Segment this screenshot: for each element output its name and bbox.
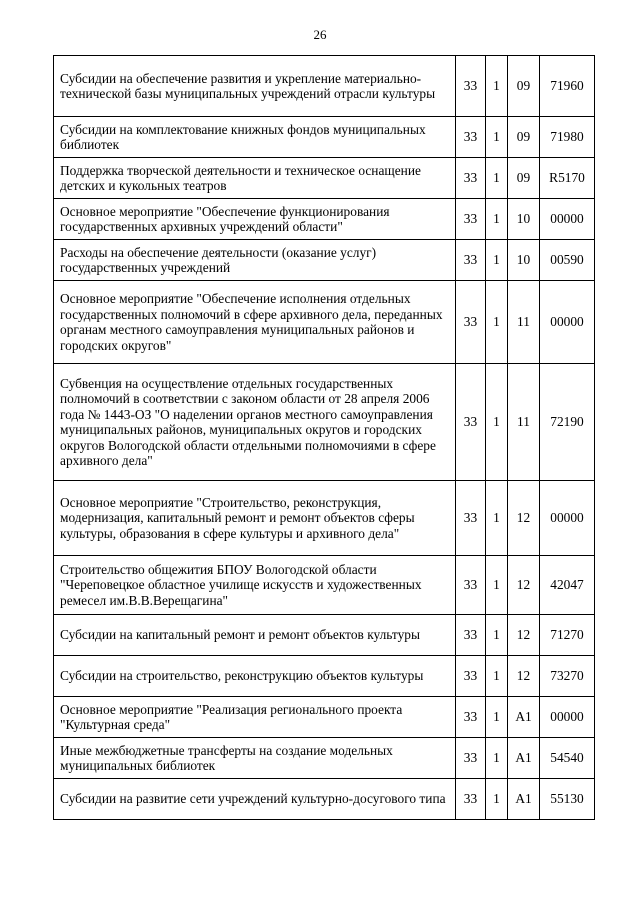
row-name: Основное мероприятие "Обеспечение исполнения отдельных государственных полномочий в сфере архивного дела, переданных органам местного самоуправления муниципальных районов и городских округов" <box>54 281 456 364</box>
row-code-4: 55130 <box>540 779 595 820</box>
row-code-1: 33 <box>456 117 486 158</box>
row-code-4: 73270 <box>540 656 595 697</box>
row-code-3: 12 <box>508 556 540 615</box>
budget-table <box>53 55 595 820</box>
row-name: Субсидии на строительство, реконструкцию объектов культуры <box>54 656 456 697</box>
table-row <box>54 738 595 779</box>
row-code-2: 1 <box>486 615 508 656</box>
row-code-2: 1 <box>486 738 508 779</box>
row-code-2: 1 <box>486 364 508 481</box>
row-code-2: 1 <box>486 697 508 738</box>
row-code-4: 71270 <box>540 615 595 656</box>
row-code-1: 33 <box>456 656 486 697</box>
row-name: Основное мероприятие "Реализация регионального проекта "Культурная среда" <box>54 697 456 738</box>
row-code-4: 42047 <box>540 556 595 615</box>
row-code-4: R5170 <box>540 158 595 199</box>
table-row <box>54 281 595 364</box>
row-code-3: А1 <box>508 697 540 738</box>
row-code-2: 1 <box>486 481 508 556</box>
row-code-1: 33 <box>456 615 486 656</box>
row-code-4: 00000 <box>540 199 595 240</box>
row-code-1: 33 <box>456 364 486 481</box>
table-row <box>54 158 595 199</box>
table-row <box>54 364 595 481</box>
row-code-2: 1 <box>486 56 508 117</box>
row-code-2: 1 <box>486 117 508 158</box>
row-name: Субвенция на осуществление отдельных государственных полномочий в соответствии с законом области от 28 апреля 2006 года № 1443-ОЗ "О наделении органов местного самоуправления муниципальных районов, муниципальных округов и городских округов Вологодской области отдельными полномочиями в сфере архивного дела" <box>54 364 456 481</box>
row-code-3: 09 <box>508 117 540 158</box>
row-code-2: 1 <box>486 158 508 199</box>
row-name: Субсидии на развитие сети учреждений культурно-досугового типа <box>54 779 456 820</box>
row-code-2: 1 <box>486 281 508 364</box>
table-row <box>54 481 595 556</box>
row-name: Основное мероприятие "Обеспечение функционирования государственных архивных учреждений области" <box>54 199 456 240</box>
row-code-4: 00000 <box>540 697 595 738</box>
row-code-4: 54540 <box>540 738 595 779</box>
table-row <box>54 56 595 117</box>
row-name: Расходы на обеспечение деятельности (оказание услуг) государственных учреждений <box>54 240 456 281</box>
row-code-4: 00000 <box>540 481 595 556</box>
row-code-3: 10 <box>508 240 540 281</box>
row-code-3: А1 <box>508 738 540 779</box>
row-code-3: 10 <box>508 199 540 240</box>
row-code-4: 00000 <box>540 281 595 364</box>
row-code-2: 1 <box>486 556 508 615</box>
table-row <box>54 199 595 240</box>
row-name: Субсидии на обеспечение развития и укрепление материально-технической базы муниципальных учреждений отрасли культуры <box>54 56 456 117</box>
row-code-2: 1 <box>486 199 508 240</box>
row-code-2: 1 <box>486 656 508 697</box>
table-row <box>54 240 595 281</box>
row-code-1: 33 <box>456 779 486 820</box>
row-name: Поддержка творческой деятельности и техническое оснащение детских и кукольных театров <box>54 158 456 199</box>
row-code-3: 12 <box>508 615 540 656</box>
row-code-3: 09 <box>508 158 540 199</box>
row-code-3: А1 <box>508 779 540 820</box>
row-name: Субсидии на капитальный ремонт и ремонт объектов культуры <box>54 615 456 656</box>
row-code-1: 33 <box>456 158 486 199</box>
row-name: Строительство общежития БПОУ Вологодской области "Череповецкое областное училище искусств и художественных ремесел им.В.В.Верещагина" <box>54 556 456 615</box>
row-code-2: 1 <box>486 240 508 281</box>
row-code-3: 11 <box>508 364 540 481</box>
page-number: 26 <box>313 27 327 42</box>
row-code-3: 12 <box>508 481 540 556</box>
table-row <box>54 656 595 697</box>
row-code-1: 33 <box>456 281 486 364</box>
table-row <box>54 556 595 615</box>
row-code-1: 33 <box>456 56 486 117</box>
row-name: Иные межбюджетные трансферты на создание модельных муниципальных библиотек <box>54 738 456 779</box>
row-code-1: 33 <box>456 240 486 281</box>
row-code-3: 09 <box>508 56 540 117</box>
row-name: Основное мероприятие "Строительство, реконструкция, модернизация, капитальный ремонт и ремонт объектов сферы культуры, образования в сфере культуры и архивного дела" <box>54 481 456 556</box>
row-code-1: 33 <box>456 697 486 738</box>
table-row <box>54 117 595 158</box>
row-code-4: 72190 <box>540 364 595 481</box>
row-code-3: 12 <box>508 656 540 697</box>
row-code-1: 33 <box>456 199 486 240</box>
table-row <box>54 697 595 738</box>
row-code-4: 00590 <box>540 240 595 281</box>
row-code-1: 33 <box>456 556 486 615</box>
row-code-1: 33 <box>456 481 486 556</box>
row-code-1: 33 <box>456 738 486 779</box>
row-code-4: 71960 <box>540 56 595 117</box>
row-code-2: 1 <box>486 779 508 820</box>
row-name: Субсидии на комплектование книжных фондов муниципальных библиотек <box>54 117 456 158</box>
row-code-4: 71980 <box>540 117 595 158</box>
row-code-3: 11 <box>508 281 540 364</box>
table-row <box>54 615 595 656</box>
table-row <box>54 779 595 820</box>
